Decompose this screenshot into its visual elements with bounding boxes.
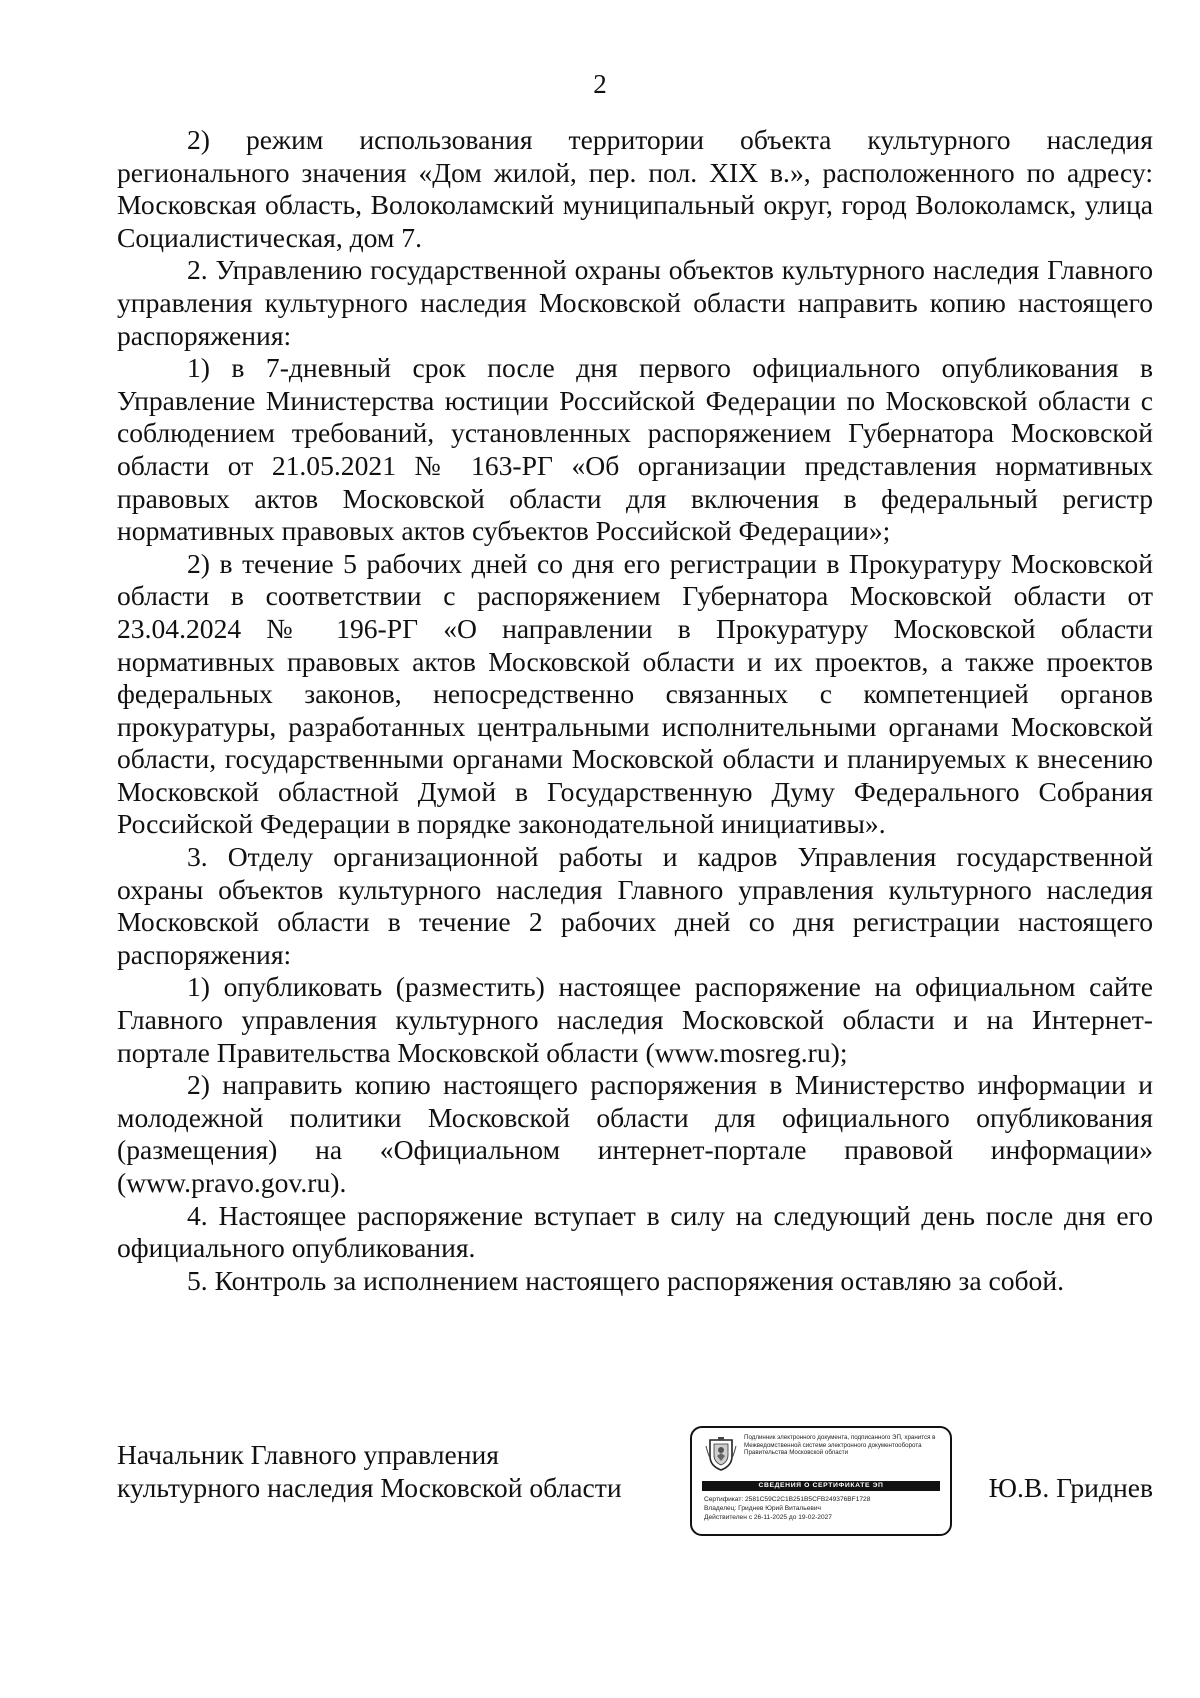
paragraph: 5. Контроль за исполнением настоящего распоряжения оставляю за собой. [187, 1264, 1065, 1296]
certificate-validity: Действителен с 26-11-2025 до 19-02-2027 [704, 1514, 832, 1521]
stamp-details [704, 1495, 944, 1522]
paragraph: 2. Управлению государственной охраны объектов культурного наследия Главного управления культурного наследия Московской области направить копию настоящего распоряжения: [117, 254, 1153, 351]
certificate-owner: Владелец: Гриднев Юрий Витальевич [704, 1505, 821, 1512]
certificate-number: Сертификат: 2581C59C2C1B251B5CFB249376BF1728 [704, 1496, 871, 1503]
paragraph: 1) опубликовать (разместить) настоящее распоряжение на официальном сайте Главного управления культурного наследия Московской области и на Интернет-портале Правительства Московской области (www.mosreg.ru); [117, 971, 1153, 1068]
paragraph: 2) режим использования территории объекта культурного наследия регионального значения «Дом жилой, пер. пол. XIX в.», расположенного по адресу: Московская область, Волоколамский муниципальный округ, город Волоколамск, улица Социалистическая, дом 7. [117, 124, 1153, 253]
stamp-header: СВЕДЕНИЯ О СЕРТИФИКАТЕ ЭП [702, 1481, 940, 1491]
signer-position-line: культурного наследия Московской области [117, 1472, 622, 1503]
signer-name: Ю.В. Гриднев [988, 1472, 1153, 1503]
stamp-notice: Подлинник электронного документа, подписанного ЭП, хранится в Межведомственной системе электронного документооборота Правительства Московской области [744, 1434, 936, 1457]
paragraph: 1) в 7-дневный срок после дня первого официального опубликования в Управление Министерства юстиции Российской Федерации по Московской области с соблюдением требований, установленных распоряжением Губернатора Московской области от 21.05.2021 № 163-РГ «Об организации представления нормативных правовых актов Московской области для включения в федеральный регистр нормативных правовых актов субъектов Российской Федерации»; [117, 352, 1153, 547]
paragraph: 3. Отделу организационной работы и кадров Управления государственной охраны объектов культурного наследия Главного управления культурного наследия Московской области в течение 2 рабочих дней со дня регистрации настоящего распоряжения: [117, 841, 1153, 970]
paragraph: 2) в течение 5 рабочих дней со дня его регистрации в Прокуратуру Московской области в соответствии с распоряжением Губернатора Московской области от 23.04.2024 № 196-РГ «О направлении в Прокуратуру Московской области нормативных правовых актов Московской области и их проектов, а также проектов федеральных законов, непосредственно связанных с компетенцией органов прокуратуры, разработанных центральными исполнительными органами Московской области, государственными органами Московской области и планируемых к внесению Московской областной Думой в Государственную Думу Федерального Собрания Российской Федерации в порядке законодательной инициативы». [117, 547, 1153, 840]
paragraph: 4. Настоящее распоряжение вступает в силу на следующий день после дня его официального опубликования. [117, 1199, 1153, 1264]
paragraph: 2) направить копию настоящего распоряжения в Министерство информации и молодежной политики Московской области для официального опубликования (размещения) на «Официальном интернет-портале правовой информации» (www.pravo.gov.ru). [117, 1069, 1153, 1198]
document-body [117, 124, 1153, 1297]
signer-position-line: Начальник Главного управления [117, 1439, 499, 1470]
electronic-signature-stamp [690, 1426, 952, 1536]
coat-of-arms-icon [704, 1436, 738, 1472]
signer-position [117, 1438, 622, 1504]
page-number: 2 [593, 69, 607, 99]
